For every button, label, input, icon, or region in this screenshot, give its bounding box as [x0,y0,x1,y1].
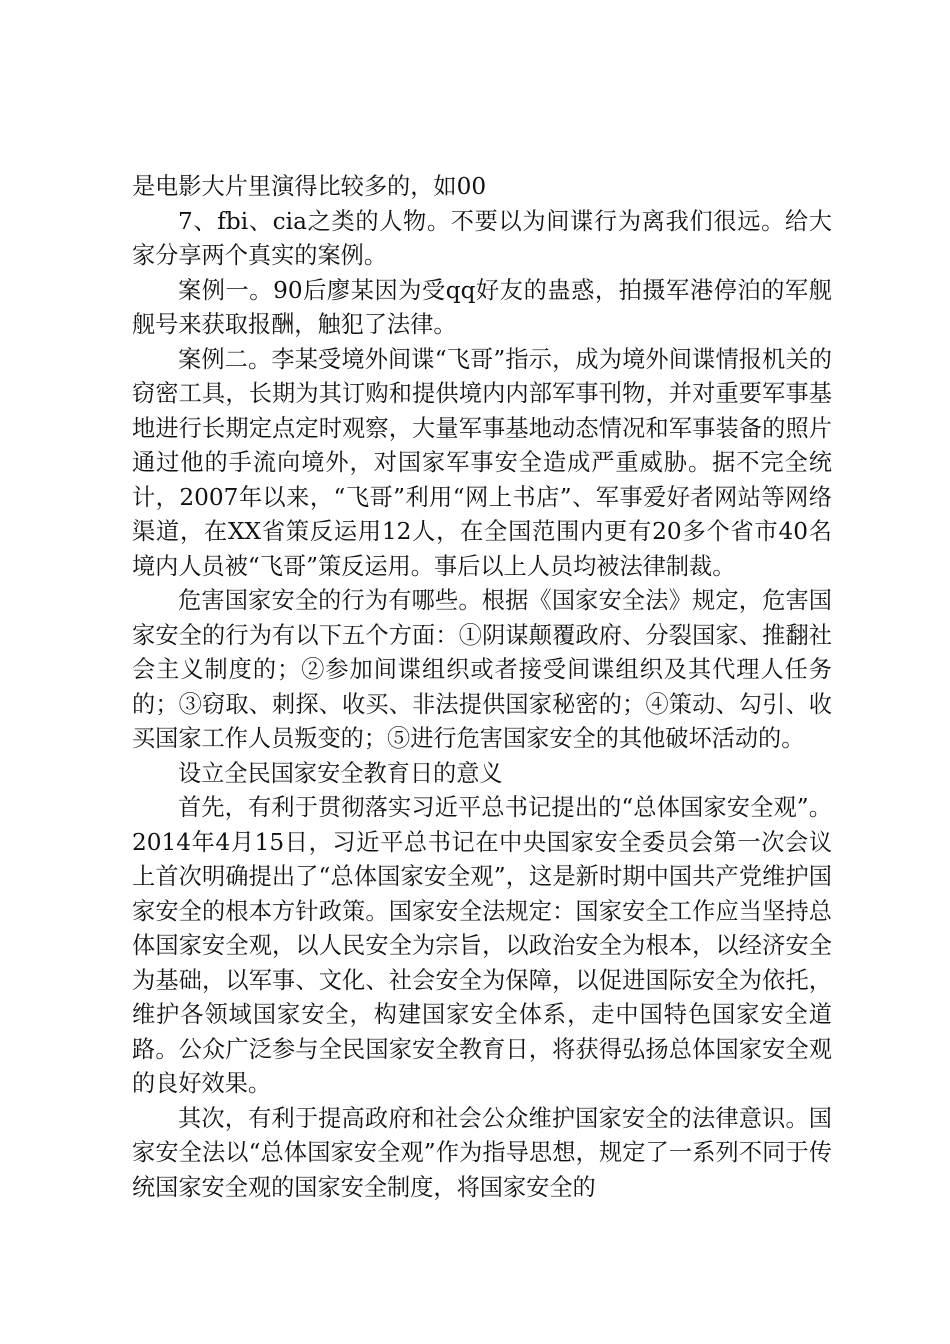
paragraph-spy-figures: 7、fbi、cia之类的人物。不要以为间谍行为离我们很远。给大家分享两个真实的案例。 [132,207,832,269]
paragraph-case-two: 案例二。李某受境外间谍“飞哥”指示，成为境外间谍情报机关的窃密工具，长期为其订购和提供境内内部军事刊物，并对重要军事基地进行长期定点定时观察，大量军事基地动态情况和军事装备的照片通过他的手流向境外，对国家军事安全造成严重威胁。据不完全统计，2007年以来，“飞哥”利用“网上书店”、军事爱好者网站等网络渠道，在XX省策反运用12人，在全国范围内更有20多个省市40名境内人员被“飞哥”策反运用。事后以上人员均被法律制裁。 [132,345,832,580]
paragraph-first-significance: 首先，有利于贯彻落实习近平总书记提出的“总体国家安全观”。2014年4月15日，习近平总书记在中央国家安全委员会第一次会议上首次明确提出了“总体国家安全观”，这是新时期中国共产党维护国家安全的根本方针政策。国家安全法规定：国家安全工作应当坚持总体国家安全观，以人民安全为宗旨，以政治安全为根本，以经济安全为基础，以军事、文化、社会安全为保障，以促进国际安全为依托，维护各领域国家安全，构建国家安全体系，走中国特色国家安全道路。公众广泛参与全民国家安全教育日，将获得弘扬总体国家安全观的良好效果。 [132,794,832,1097]
paragraph-second-significance: 其次，有利于提高政府和社会公众维护国家安全的法律意识。国家安全法以“总体国家安全观”作为指导思想，规定了一系列不同于传统国家安全观的国家安全制度，将国家安全的 [132,1104,832,1201]
paragraph-case-one: 案例一。90后廖某因为受qq好友的蛊惑，拍摄军港停泊的军舰舰号来获取报酬，触犯了法律。 [132,276,832,338]
section-heading: 设立全民国家安全教育日的意义 [178,759,503,787]
document-page [132,170,832,1205]
paragraph-harmful-acts: 危害国家安全的行为有哪些。根据《国家安全法》规定，危害国家安全的行为有以下五个方面：①阴谋颠覆政府、分裂国家、推翻社会主义制度的；②参加间谍组织或者接受间谍组织及其代理人任务的；③窃取、刺探、收买、非法提供国家秘密的；④策动、勾引、收买国家工作人员叛变的；⑤进行危害国家安全的其他破坏活动的。 [132,587,832,752]
paragraph-intro-continued: 是电影大片里演得比较多的，如00 [132,173,487,200]
